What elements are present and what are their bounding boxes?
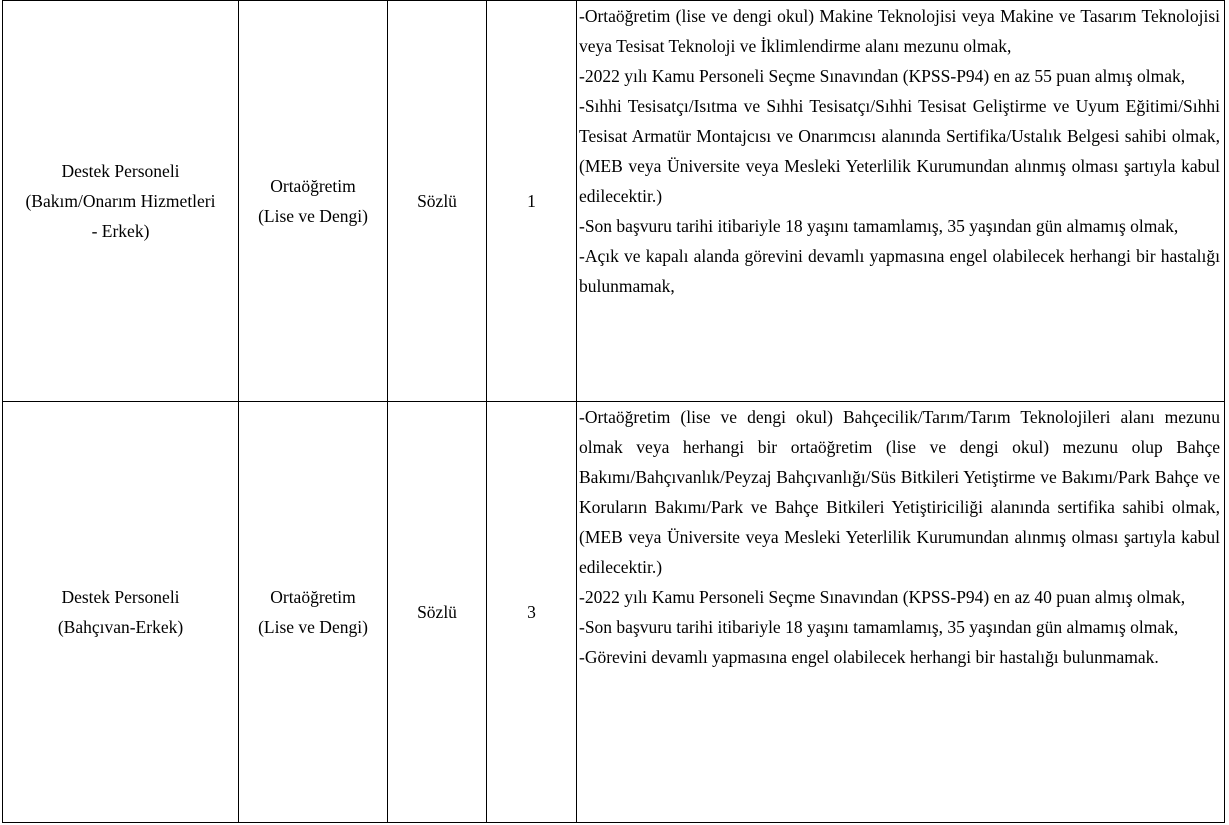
education-line: (Lise ve Dengi) [258, 617, 368, 637]
position-cell [3, 402, 239, 823]
position-line: Destek Personeli [61, 587, 180, 607]
requirements-cell [577, 402, 1225, 823]
position-line: Destek Personeli [61, 161, 180, 181]
requirements-cell [577, 1, 1225, 402]
position-cell [3, 1, 239, 402]
requirement-item: -2022 yılı Kamu Personeli Seçme Sınavından (KPSS-P94) en az 55 puan almış olmak, [579, 66, 1186, 86]
requirement-item: -Görevini devamlı yapmasına engel olabilecek herhangi bir hastalığı bulunmamak. [579, 647, 1159, 667]
position-count-cell [487, 1, 577, 402]
position-count: 3 [527, 602, 536, 622]
table-row [3, 1, 1225, 402]
education-line: Ortaöğretim [270, 176, 356, 196]
position-line: (Bahçıvan-Erkek) [57, 617, 184, 637]
requirement-item: -Açık ve kapalı alanda görevini devamlı yapmasına engel olabilecek herhangi bir hastalığı bulunmamak, [579, 246, 1220, 296]
position-count-cell [487, 402, 577, 823]
requirement-item: -Sıhhi Tesisatçı/Isıtma ve Sıhhi Tesisatçı/Sıhhi Tesisat Geliştirme ve Uyum Eğitimi/Sıhhi Tesisat Armatür Montajcısı ve Onarımcısı alanında Sertifika/Ustalık Belgesi sahibi olmak, (MEB veya Üniversite veya Mesleki Yeterlilik Kurumundan alınmış olması şartıyla kabul edilecektir.) [579, 96, 1220, 206]
education-cell [239, 402, 388, 823]
education-line: Ortaöğretim [270, 587, 356, 607]
exam-type: Sözlü [417, 602, 457, 622]
requirement-item: -Son başvuru tarihi itibariyle 18 yaşını tamamlamış, 35 yaşından gün almamış olmak, [579, 216, 1179, 236]
requirement-item: -Son başvuru tarihi itibariyle 18 yaşını tamamlamış, 35 yaşından gün almamış olmak, [579, 617, 1179, 637]
position-count: 1 [527, 191, 536, 211]
requirement-item: -Ortaöğretim (lise ve dengi okul) Makine Teknolojisi veya Makine ve Tasarım Teknolojisi veya Tesisat Teknoloji ve İklimlendirme alanı mezunu olmak, [579, 6, 1220, 56]
requirement-item: -Ortaöğretim (lise ve dengi okul) Bahçecilik/Tarım/Tarım Teknolojileri alanı mezunu olmak veya herhangi bir ortaöğretim (lise ve dengi okul) mezunu olup Bahçe Bakımı/Bahçıvanlık/Peyzaj Bahçıvanlığı/Süs Bitkileri Yetiştirme ve Bakımı/Park Bahçe ve Koruların Bakımı/Park ve Bahçe Bitkileri Yetiştiriciliği alanında sertifika sahibi olmak, (MEB veya Üniversite veya Mesleki Yeterlilik Kurumundan alınmış olması şartıyla kabul edilecektir.) [579, 407, 1220, 577]
position-line: (Bakım/Onarım Hizmetleri [25, 191, 216, 211]
position-line: - Erkek) [91, 221, 150, 241]
job-requirements-table [2, 0, 1225, 823]
education-line: (Lise ve Dengi) [258, 206, 368, 226]
requirement-item: -2022 yılı Kamu Personeli Seçme Sınavından (KPSS-P94) en az 40 puan almış olmak, [579, 587, 1186, 607]
exam-type-cell [388, 1, 487, 402]
exam-type: Sözlü [417, 191, 457, 211]
education-cell [239, 1, 388, 402]
exam-type-cell [388, 402, 487, 823]
table-row [3, 402, 1225, 823]
